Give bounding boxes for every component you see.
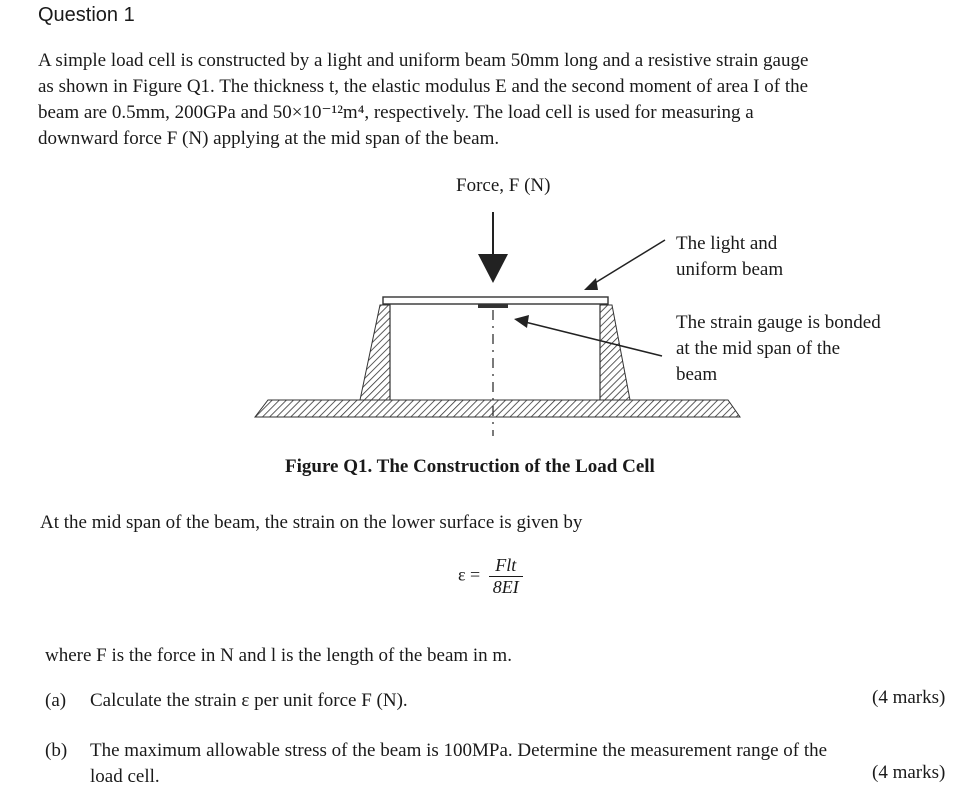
- figure-caption: Figure Q1. The Construction of the Load Cell: [285, 456, 655, 477]
- intro-line-1: A simple load cell is constructed by a light and uniform beam 50mm long and a resistive strain gauge: [38, 50, 809, 71]
- intro-line-2: as shown in Figure Q1. The thickness t, the elastic modulus E and the second moment of area I of the: [38, 76, 809, 97]
- question-b-text-line-2: load cell.: [90, 766, 160, 787]
- force-arrow-head: [478, 254, 508, 283]
- strain-formula: [458, 555, 523, 598]
- beam-label-line-1: The light and: [676, 233, 778, 254]
- gauge-leader: [525, 322, 662, 356]
- gauge-label-line-3: beam: [676, 364, 718, 385]
- strain-intro: At the mid span of the beam, the strain on the lower surface is given by: [40, 512, 583, 533]
- formula-numerator: Flt: [489, 555, 523, 577]
- question-b-marks: (4 marks): [872, 762, 946, 783]
- question-a-marks: (4 marks): [872, 687, 946, 708]
- ground-base: [255, 400, 740, 417]
- left-support: [360, 305, 390, 400]
- intro-line-4: downward force F (N) applying at the mid span of the beam.: [38, 128, 500, 149]
- intro-line-3: beam are 0.5mm, 200GPa and 50×10⁻¹²m⁴, respectively. The load cell is used for measuring a: [38, 102, 754, 123]
- formula-denominator: 8EI: [492, 577, 519, 597]
- question-b-label: (b): [45, 740, 68, 761]
- question-a-label: (a): [45, 690, 67, 711]
- question-title: Question 1: [38, 4, 135, 26]
- beam-leader: [590, 240, 665, 286]
- strain-gauge: [478, 304, 508, 308]
- gauge-label-line-2: at the mid span of the: [676, 338, 841, 359]
- gauge-label-line-1: The strain gauge is bonded: [676, 312, 881, 333]
- beam: [383, 297, 608, 304]
- where-line: where F is the force in N and l is the length of the beam in m.: [45, 645, 512, 666]
- formula-lhs: ε =: [458, 564, 481, 585]
- question-a-text: Calculate the strain ε per unit force F (N).: [90, 690, 408, 711]
- question-b-text-line-1: The maximum allowable stress of the beam is 100MPa. Determine the measurement range of the: [90, 740, 828, 761]
- right-support: [600, 305, 630, 400]
- beam-label-line-2: uniform beam: [676, 259, 784, 280]
- force-label: Force, F (N): [456, 175, 551, 196]
